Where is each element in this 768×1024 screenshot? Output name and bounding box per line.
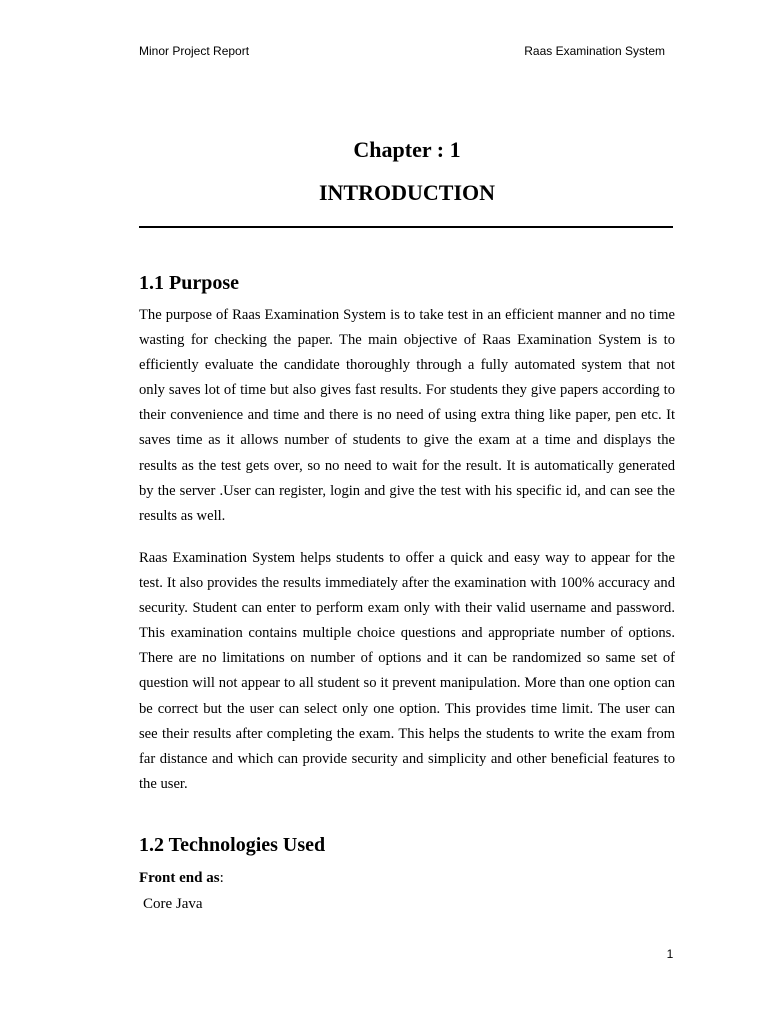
header-left-title: Minor Project Report [139,44,250,58]
running-header [139,44,665,58]
front-end-label-text: Front end as [139,870,220,886]
front-end-label-colon: : [219,870,224,886]
chapter-title: INTRODUCTION [318,180,496,205]
header-right-title: Raas Examination System [524,44,665,58]
section-heading-technologies: 1.2 Technologies Used [139,834,326,856]
purpose-paragraph-1: The purpose of Raas Examination System is to take test in an efficient manner and no time wasting for checking the paper. The main objective of Raas Examination System is to efficiently evaluate the candidate thoroughly through a fully automated system that not only saves lot of time but also gives fast results. For students they give papers according to their convenience and time and there is no need of using extra thing like paper, pen etc. It saves time as it allows number of students to give the exam at a time and displays the results as the test gets over, so no need to wait for the result. It is automatically generated by the server .User can register, login and give the test with his specific id, and can see the results as well. [139,307,675,524]
front-end-item: Core Java [143,896,203,912]
front-end-label [139,870,224,887]
purpose-paragraph-2: Raas Examination System helps students to offer a quick and easy way to appear for the test. It also provides the results immediately after the examination with 100% accuracy and security. Student can enter to perform exam only with their valid username and password. This examination contains multiple choice questions and appropriate number of options. There are no limitations on number of options and it can be randomized so same set of question will not appear to all student so it prevent manipulation. More than one option can be correct but the user can select only one option. This provides time limit. The user can see their results after completing the exam. This helps the students to write the exam from far distance and which can provide security and simplicity and other beneficial features to the user. [139,550,675,792]
chapter-divider [139,226,673,228]
section-heading-purpose: 1.1 Purpose [139,272,239,294]
page-number: 1 [666,947,674,961]
chapter-number: Chapter : 1 [353,137,461,162]
